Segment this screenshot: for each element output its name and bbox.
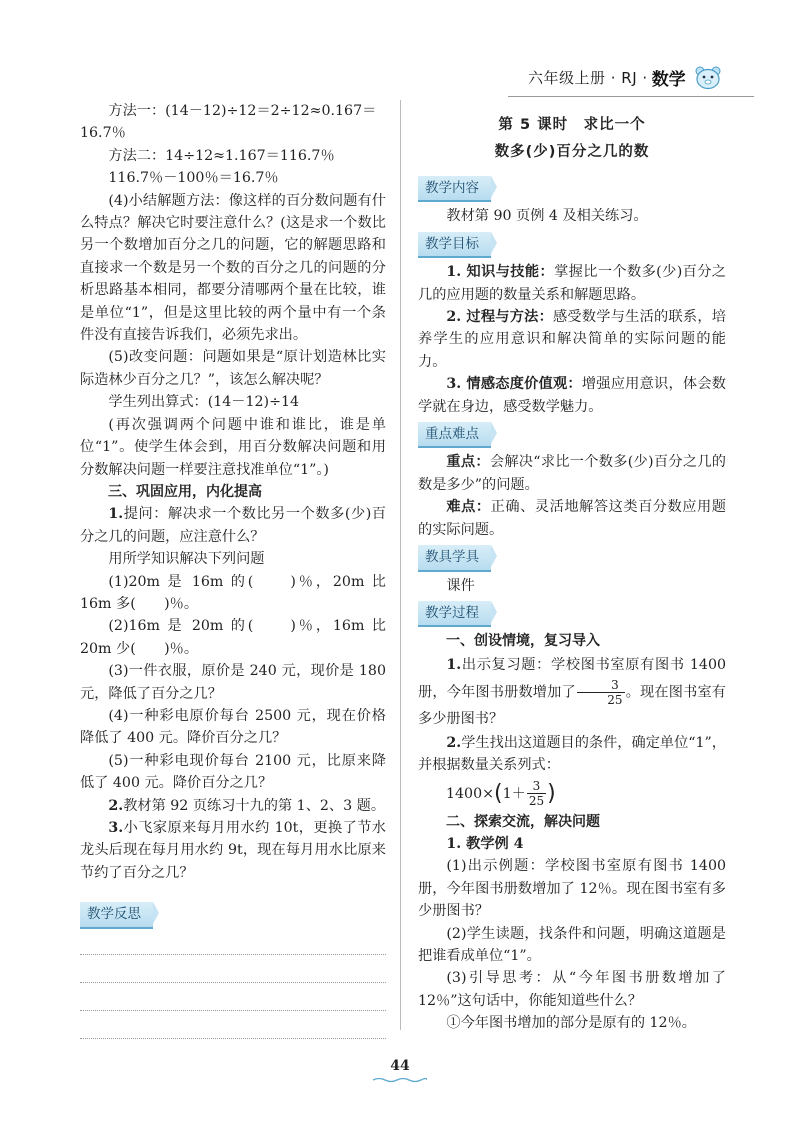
example-4-label: 1. 教学例 4 (446, 835, 524, 852)
exercise-1: (1)20m 是 16m 的( )％，20m 比 16m 多( )％。 (80, 573, 386, 612)
reflection-block (80, 898, 386, 1038)
exercise-5: (5)一种彩电现价每台 2100 元，比原来降低了 400 元。降价百分之几？ (80, 752, 386, 792)
teaching-tools-text: 课件 (446, 577, 475, 594)
header-underline (508, 96, 754, 97)
review-question (418, 653, 726, 732)
step-3-point-1: ①今年图书增加的部分是原有的 12％。 (446, 1015, 696, 1032)
exercise-2: (2)16m 是 20m 的( )％，16m 比 20m 少( )％。 (80, 618, 386, 657)
question-3-number: 3. (108, 820, 124, 836)
header-grade: 六年级上册 · RJ · (528, 68, 648, 87)
goal-3-text: 增强应用意识，体会数学就在身边，感受数学魅力。 (418, 376, 726, 415)
column-divider (400, 100, 401, 1030)
teaching-tools-tag: 教具学具 (418, 545, 491, 571)
page-header (528, 62, 724, 92)
difficulty-text: 正确、灵活地解答这类百分数应用题的实际问题。 (418, 499, 726, 538)
teaching-process-tag: 教学过程 (418, 601, 491, 627)
question-2-number: 2. (108, 797, 124, 814)
method2-line2: 116.7％－100％＝16.7％ (108, 170, 279, 187)
goal-1 (418, 261, 726, 306)
review-question-number: 1. (446, 656, 462, 673)
question-1-number: 1. (108, 506, 124, 523)
fraction-denominator: 25 (607, 692, 623, 707)
summary-paragraph: (4)小结解题方法：像这样的百分数问题有什么特点？解决它时要注意什么？(这是求一个数比另一个数增加百分之几的问题，它的解题思路和直接求一个数是另一个数的百分之几的问题的分析思路基本相同，都要分清哪两个量在比较，谁是单位“1”，但是这里比较的两个量中有一个条件没有直接告诉我们，必须先求出。 (80, 192, 386, 344)
student-formula: 学生列出算式：(14－12)÷14 (108, 394, 300, 411)
method2-line1: 方法二：14÷12≈1.167＝116.7％ (108, 147, 335, 164)
section-1-heading: 一、创设情境，复习导入 (446, 633, 600, 650)
goal-1-label: 1. 知识与技能： (446, 264, 555, 281)
fraction-3-25 (577, 678, 625, 707)
lesson-title-line-2: 数多(少)百分之几的数 (494, 144, 650, 160)
header-subject: 数学 (651, 69, 686, 90)
review-step-2 (418, 732, 726, 777)
change-question-paragraph: (5)改变问题：问题如果是“原计划造林比实际造林少百分之几？”，该怎么解决呢？ (80, 349, 386, 388)
formula-inner: 1＋ (502, 785, 526, 802)
reflection-line-4 (80, 1038, 386, 1039)
method1-line2: 16.7％ (80, 125, 126, 142)
fraction-numerator: 3 (577, 678, 625, 693)
question-3 (80, 817, 386, 884)
difficulty-label: 难点： (446, 499, 491, 516)
exercise-3: (3)一件衣服，原价是 240 元，现价是 180 元，降低了百分之几？ (80, 663, 386, 702)
question-1-text: 提问：解决求一个数比另一个数多(少)百分之几的问题，应注意什么？ (80, 506, 386, 545)
question-1-instruction: 用所学知识解决下列问题 (108, 551, 265, 568)
review-formula (418, 777, 726, 811)
lesson-title (418, 112, 726, 166)
section-3-heading: 三、巩固应用，内化提高 (108, 483, 262, 500)
review-question-text-b: 。现在图书室有多少册图书？ (418, 684, 726, 727)
reflection-tag: 教学反思 (80, 902, 153, 928)
question-2-text: 教材第 92 页练习十九的第 1、2、3 题。 (123, 797, 386, 814)
left-column (80, 100, 386, 1039)
goal-2-label: 2. 过程与方法： (446, 309, 553, 326)
step-1: (1)出示例题：学校图书室原有图书 1400 册，今年图书册数增加了 12％。现在图书室有多少册图书？ (418, 858, 726, 920)
key-point-label: 重点： (446, 454, 490, 471)
step-2: (2)学生读题，找条件和问题，明确这道题是把谁看成单位“1”。 (418, 925, 726, 964)
page-number: 44 (390, 1058, 410, 1074)
review-step-2-number: 2. (446, 734, 462, 751)
key-point-text: 会解决“求比一个数多(少)百分之几的数是多少”的问题。 (418, 454, 726, 493)
teaching-goals-tag: 教学目标 (418, 232, 491, 258)
formula-numerator: 3 (527, 779, 546, 794)
left-paren-glyph: ( (494, 780, 503, 806)
reflection-line-3 (80, 1010, 386, 1011)
goal-1-text: 掌握比一个数多(少)百分之几的应用题的数量关系和解题思路。 (418, 264, 726, 303)
goal-3 (418, 373, 726, 418)
step-3: (3)引导思考：从“今年图书册数增加了 12％”这句话中，你能知道些什么？ (418, 970, 726, 1009)
reflection-line-2 (80, 982, 386, 983)
formula-fraction (527, 779, 546, 808)
difficulty (418, 496, 726, 541)
key-point (418, 451, 726, 496)
lesson-title-line-1: 第 5 课时 求比一个 (498, 117, 646, 133)
teaching-content-tag: 教学内容 (418, 176, 491, 202)
formula-prefix: 1400× (446, 785, 494, 802)
goal-3-label: 3. 情感态度价值观： (446, 376, 582, 393)
section-2-heading: 二、探索交流，解决问题 (446, 813, 600, 830)
teaching-content-text: 教材第 90 页例 4 及相关练习。 (446, 208, 648, 225)
review-question-text-a: 出示复习题：学校图书室原有图书 1400 册，今年图书册数增加了 (418, 656, 726, 701)
goal-2-text: 感受数学与生活的联系，培养学生的应用意识和解决简单的实际问题的能力。 (418, 309, 726, 370)
review-step-2-text: 学生找出这道题目的条件，确定单位“1”，并根据数量关系列式： (418, 734, 726, 774)
question-1 (80, 503, 386, 548)
page-number-wave-icon (373, 1077, 427, 1083)
right-paren-glyph: ) (547, 780, 556, 806)
right-column (418, 100, 726, 1035)
reflection-line-1 (80, 954, 386, 955)
bear-mascot-icon (692, 64, 724, 90)
method1-line1: 方法一：(14－12)÷12＝2÷12≈0.167＝ (108, 103, 377, 119)
question-3-text: 小飞家原来每月用水约 10t，更换了节水龙头后现在每月用水约 9t，现在每月用水比原来节约了百分之几？ (80, 820, 386, 881)
question-2 (80, 795, 386, 817)
exercise-4: (4)一种彩电原价每台 2500 元，现在价格降低了 400 元。降价百分之几？ (80, 707, 386, 747)
key-points-tag: 重点难点 (418, 422, 491, 448)
goal-2 (418, 306, 726, 373)
formula-denominator: 25 (528, 794, 545, 809)
emphasis-paragraph: (再次强调两个问题中谁和谁比，谁是单位“1”。使学生体会到，用百分数解决问题和用分数解决问题一样要注意找准单位“1”。) (80, 416, 386, 478)
